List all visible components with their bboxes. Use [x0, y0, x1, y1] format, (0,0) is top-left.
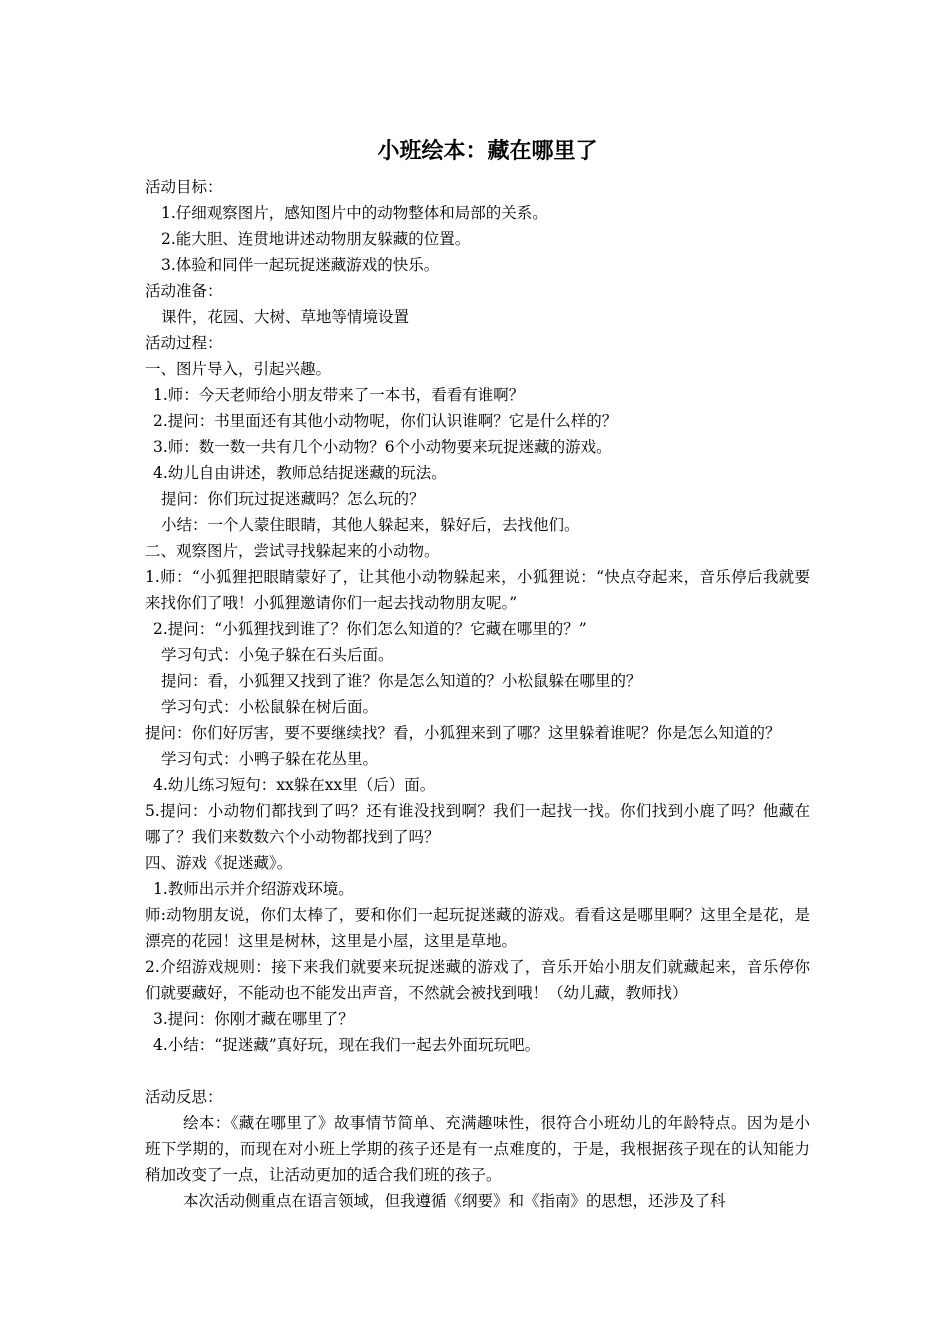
process-paragraph: 师:动物朋友说，你们太棒了，要和你们一起玩捉迷藏的游戏。看看这是哪里啊？这里全是花，是漂亮的花园！这里是树林，这里是小屋，这里是草地。 [145, 906, 810, 950]
process-line: 1.教师出示并介绍游戏环境。 [153, 880, 354, 898]
process-line: 3.师：数一数一共有几个小动物？6个小动物要来玩捉迷藏的游戏。 [153, 438, 612, 456]
reflection-paragraph: 本次活动侧重点在语言领域，但我遵循《纲要》和《指南》的思想，还涉及了科 [183, 1192, 726, 1210]
process-line: 1.师：今天老师给小朋友带来了一本书，看看有谁啊？ [153, 386, 525, 404]
process-line: 学习句式：小松鼠躲在树后面。 [161, 698, 379, 716]
document-page [145, 132, 810, 1214]
section-heading-preparation: 活动准备： [145, 282, 223, 300]
preparation-text: 课件，花园、大树、草地等情境设置 [161, 308, 410, 326]
goal-item-2: 2.能大胆、连贯地讲述动物朋友躲藏的位置。 [161, 230, 471, 248]
process-line: 学习句式：小兔子躲在石头后面。 [161, 646, 394, 664]
section-heading-goals: 活动目标： [145, 178, 223, 196]
process-step-4-heading: 四、游戏《捉迷藏》。 [145, 854, 293, 872]
process-line: 2.提问：书里面还有其他小动物呢，你们认识谁啊？它是什么样的？ [153, 412, 618, 430]
process-step-1-heading: 一、图片导入，引起兴趣。 [145, 360, 332, 378]
goal-item-3: 3.体验和同伴一起玩捉迷藏游戏的快乐。 [161, 256, 440, 274]
process-line: 3.提问：你刚才藏在哪里了？ [153, 1010, 354, 1028]
process-step-2-heading: 二、观察图片，尝试寻找躲起来的小动物。 [145, 542, 440, 560]
process-line: 4.幼儿练习短句：xx躲在xx里（后）面。 [153, 776, 436, 794]
process-line: 2.提问：“小狐狸找到谁了？你们怎么知道的？它藏在哪里的？” [153, 620, 587, 638]
process-line: 4.小结：“捉迷藏”真好玩，现在我们一起去外面玩玩吧。 [153, 1036, 541, 1054]
section-heading-process: 活动过程： [145, 334, 223, 352]
goal-item-1: 1.仔细观察图片，感知图片中的动物整体和局部的关系。 [161, 204, 548, 222]
spacer [145, 1058, 810, 1084]
process-line: 4.幼儿自由讲述，教师总结捉迷藏的玩法。 [153, 464, 447, 482]
process-paragraph: 提问：你们好厉害，要不要继续找？看，小狐狸来到了哪？这里躲着谁呢？你是怎么知道的？ [145, 724, 781, 742]
process-paragraph: 5.提问：小动物们都找到了吗？还有谁没找到啊？我们一起找一找。你们找到小鹿了吗？他藏在哪了？我们来数数六个小动物都找到了吗？ [145, 802, 810, 846]
process-paragraph: 2.介绍游戏规则：接下来我们就要来玩捉迷藏的游戏了，音乐开始小朋友们就藏起来，音乐停你们就要藏好，不能动也不能发出声音，不然就会被找到哦！（幼儿藏，教师找） [145, 958, 810, 1002]
process-line: 学习句式：小鸭子躲在花丛里。 [161, 750, 379, 768]
reflection-paragraph: 绘本：《藏在哪里了》故事情节简单、充满趣味性，很符合小班幼儿的年龄特点。因为是小班下学期的，而现在对小班上学期的孩子还是有一点难度的，于是，我根据孩子现在的认知能力稍加改变了一点，让活动更加的适合我们班的孩子。 [145, 1114, 810, 1184]
process-line: 小结：一个人蒙住眼睛，其他人躲起来，躲好后，去找他们。 [161, 516, 580, 534]
document-title: 小班绘本：藏在哪里了 [377, 139, 598, 164]
process-paragraph: 1.师：“小狐狸把眼睛蒙好了，让其他小动物躲起来，小狐狸说：“快点夺起来，音乐停后我就要来找你们了哦！小狐狸邀请你们一起去找动物朋友呢。” [145, 568, 810, 612]
section-heading-reflection: 活动反思： [145, 1088, 223, 1106]
process-line: 提问：看，小狐狸又找到了谁？你是怎么知道的？小松鼠躲在哪里的？ [161, 672, 642, 690]
process-line: 提问：你们玩过捉迷藏吗？怎么玩的？ [161, 490, 425, 508]
